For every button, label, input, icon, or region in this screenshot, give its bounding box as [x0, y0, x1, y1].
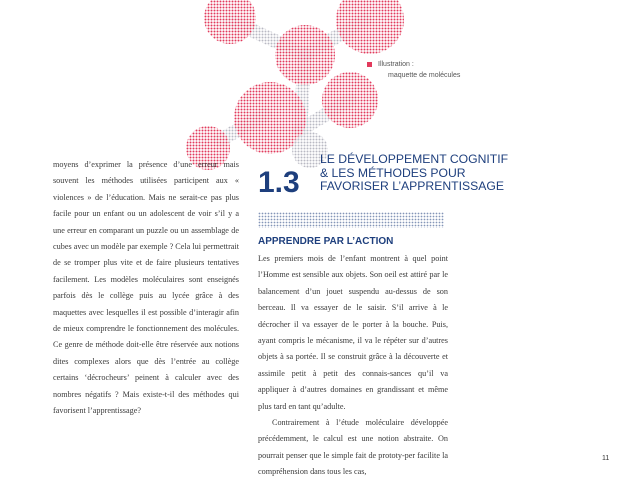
- molecule-model-illustration: [150, 0, 450, 170]
- right-paragraph: Les premiers mois de l’enfant montrent à quel point l’Homme est sensible aux objets. Son oeil est attiré par le balancement d’un jouet suspendu au-dessus de son berceau. Il va essayer de le saisir. S’il arrive à le décrocher il va essayer de le porter à la bouche. Puis, ayant compris le mécanisme, il va le répéter sur d’autres objets à sa portée. Il se construit grâce à la découverte et assimile petit à petit des connais-sances qu’il va appliquer à d’autres domaines en grandissant et même plus tard en tant qu’adulte.: [258, 254, 448, 411]
- chapter-title-line: & LES MÉTHODES POUR: [320, 165, 466, 180]
- chapter-title: [320, 153, 508, 194]
- chapter-title-line: FAVORISER L’APPRENTISSAGE: [320, 179, 504, 193]
- chapter-title-line: LE DÉVELOPPEMENT COGNITIF: [320, 152, 509, 166]
- left-column-text: [53, 157, 239, 420]
- caption-description: maquette de molécules: [388, 72, 461, 79]
- section-title: APPRENDRE PAR L’ACTION: [258, 236, 394, 247]
- illustration-caption: [367, 61, 460, 79]
- right-paragraph: Contrairement à l’étude moléculaire développée précédemment, le calcul est une notion abstraite. On pourrait penser que le simple fait de prototy-per facilite la compréhension dans tous les cas,: [258, 418, 448, 477]
- left-paragraph: moyens d’exprimer la présence d’une erreur mais souvent les méthodes utilisées participent aux « violences » de l’éducation. Mais ne serait-ce pas plus facile pour un enfant ou un adolescent de voir s’il y a une erreur en comparant un puzzle ou un assemblage de cubes avec un modèle par exemple ? Cela lui permettrait de se tromper plus vite et de faire plusieurs tentatives facilement. Les modèles moléculaires sont enseignés parfois dès le collège puis au lycée grâce à des maquettes avec lesquelles il est possible d’interagir afin de mieux comprendre le fonctionnement des molécules. Ce genre de méthode doit-elle être réservée aux notions dites complexes alors que dès l’entrée au collège certains ‘décrocheurs’ peinent à calculer avec des nombres négatifs ? Mais existe-t-il des méthodes qui favorisent l’apprentissage?: [53, 160, 239, 416]
- page-number: 11: [602, 455, 610, 462]
- caption-label: Illustration :: [378, 61, 414, 68]
- chapter-number: 1.3: [258, 166, 300, 199]
- square-bullet-icon: [367, 62, 372, 67]
- right-column-text: [258, 251, 448, 481]
- decorative-dot-band: [258, 212, 444, 228]
